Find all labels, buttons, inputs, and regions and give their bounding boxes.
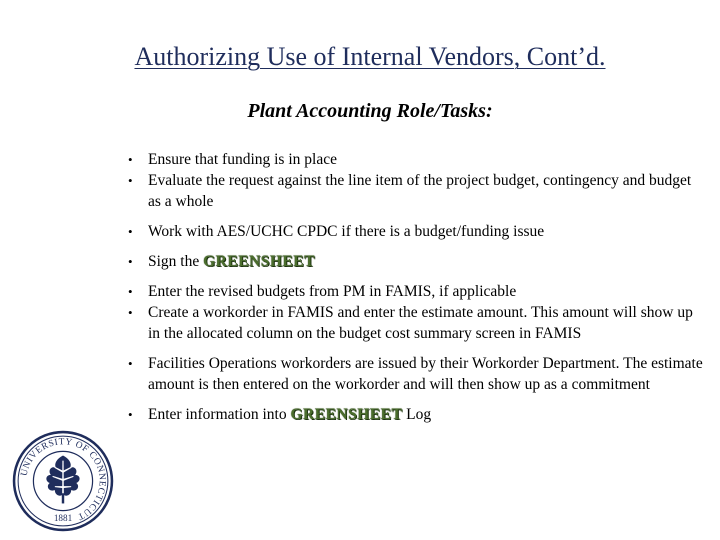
- list-item-text: Ensure that funding is in place: [148, 151, 337, 168]
- list-item: [128, 149, 703, 170]
- list-item: [128, 251, 703, 272]
- university-seal-logo: [12, 430, 114, 532]
- list-item-text: Enter the revised budgets from PM in FAMIS, if applicable: [148, 283, 517, 300]
- list-item-text: Evaluate the request against the line item of the project budget, contingency and budget as a whole: [148, 172, 692, 210]
- seal-year: 1881: [53, 512, 73, 523]
- greensheet-label: GREENSHEET: [203, 253, 315, 270]
- list-item: [128, 302, 703, 344]
- list-item: [128, 221, 703, 242]
- task-list: [128, 149, 703, 425]
- list-item-text: Sign the: [148, 253, 204, 270]
- list-item-text: Create a workorder in FAMIS and enter the estimate amount. This amount will show up in the allocated column on the budget cost summary screen in FAMIS: [148, 304, 693, 342]
- list-item: [128, 353, 703, 395]
- list-item: [128, 170, 703, 212]
- svg-text:UNIVERSITY OF CONNECTICUT: UNIVERSITY OF CONNECTICUT: [19, 437, 107, 522]
- list-item-text: Facilities Operations workorders are issued by their Workorder Department. The estimate amount is then entered on the workorder and will then show up as a commitment: [148, 355, 703, 393]
- list-item: [128, 404, 703, 425]
- list-item: [128, 281, 703, 302]
- section-subtitle: Plant Accounting Role/Tasks:: [247, 100, 493, 122]
- greensheet-label: GREENSHEET: [290, 406, 403, 423]
- list-item-text: Work with AES/UCHC CPDC if there is a budget/funding issue: [148, 223, 545, 240]
- slide-title: Authorizing Use of Internal Vendors, Cont’d.: [134, 42, 606, 71]
- list-item-text: Enter information into: [148, 406, 291, 423]
- list-item-text: Log: [402, 406, 432, 423]
